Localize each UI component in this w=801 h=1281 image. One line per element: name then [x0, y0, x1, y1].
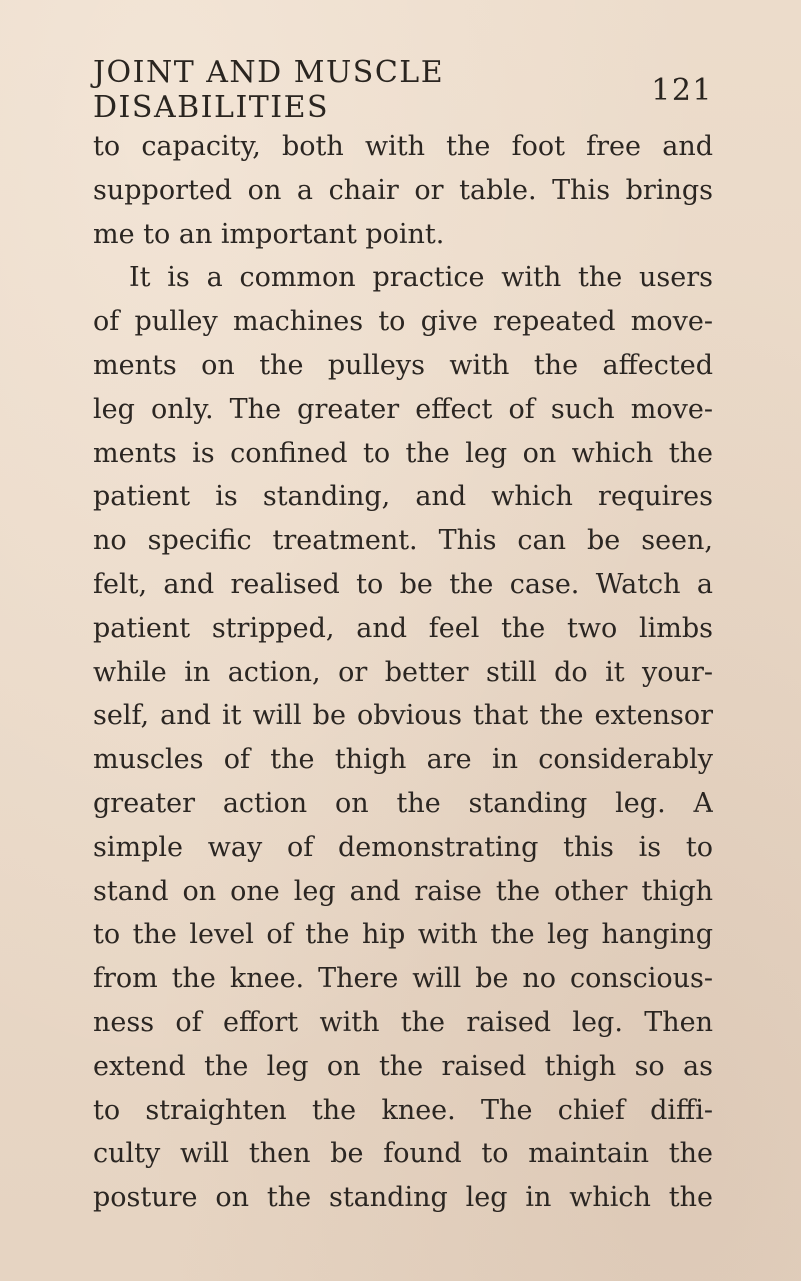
text-line: no specific treatment. This can be seen, [93, 525, 713, 557]
text-line: to capacity, both with the foot free and [93, 131, 713, 162]
text-line: from the knee. There will be no conscious- [93, 963, 713, 995]
text-line: simple way of demonstrating this is to [93, 831, 713, 863]
text-line: of pulley machines to give repeated move- [93, 306, 713, 338]
text-line: stand on one leg and raise the other thigh [93, 875, 713, 907]
body-text [93, 125, 713, 1220]
text-line: It is a common practice with the users [129, 262, 713, 294]
text-line: leg only. The greater effect of such move- [93, 393, 713, 425]
text-line: supported on a chair or table. This brings [93, 174, 713, 206]
text-line: felt, and realised to be the case. Watch a [93, 568, 713, 600]
text-line: extend the leg on the raised thigh so as [93, 1050, 713, 1082]
text-line: culty will then be found to maintain the [93, 1138, 713, 1170]
text-line: ments is confined to the leg on which the [93, 437, 713, 469]
text-line: patient is standing, and which requires [93, 481, 713, 513]
page-number: 121 [651, 72, 713, 108]
text-line: while in action, or better still do it your- [93, 656, 713, 688]
text-line: to straighten the knee. The chief diffi- [93, 1094, 713, 1126]
text-line: ness of effort with the raised leg. Then [93, 1006, 713, 1038]
text-line: ments on the pulleys with the affected [93, 349, 713, 381]
text-line: me to an important point. [93, 218, 445, 250]
chapter-title: JOINT AND MUSCLE DISABILITIES [93, 55, 445, 125]
text-line: posture on the standing leg in which the [93, 1182, 713, 1214]
text-line: muscles of the thigh are in considerably [93, 744, 713, 776]
text-line: greater action on the standing leg. A [93, 787, 713, 819]
text-line: to the level of the hip with the leg hanging [93, 919, 713, 951]
text-line: self, and it will be obvious that the extensor [93, 700, 713, 732]
running-header [93, 55, 713, 125]
text-line: patient stripped, and feel the two limbs [93, 612, 713, 644]
